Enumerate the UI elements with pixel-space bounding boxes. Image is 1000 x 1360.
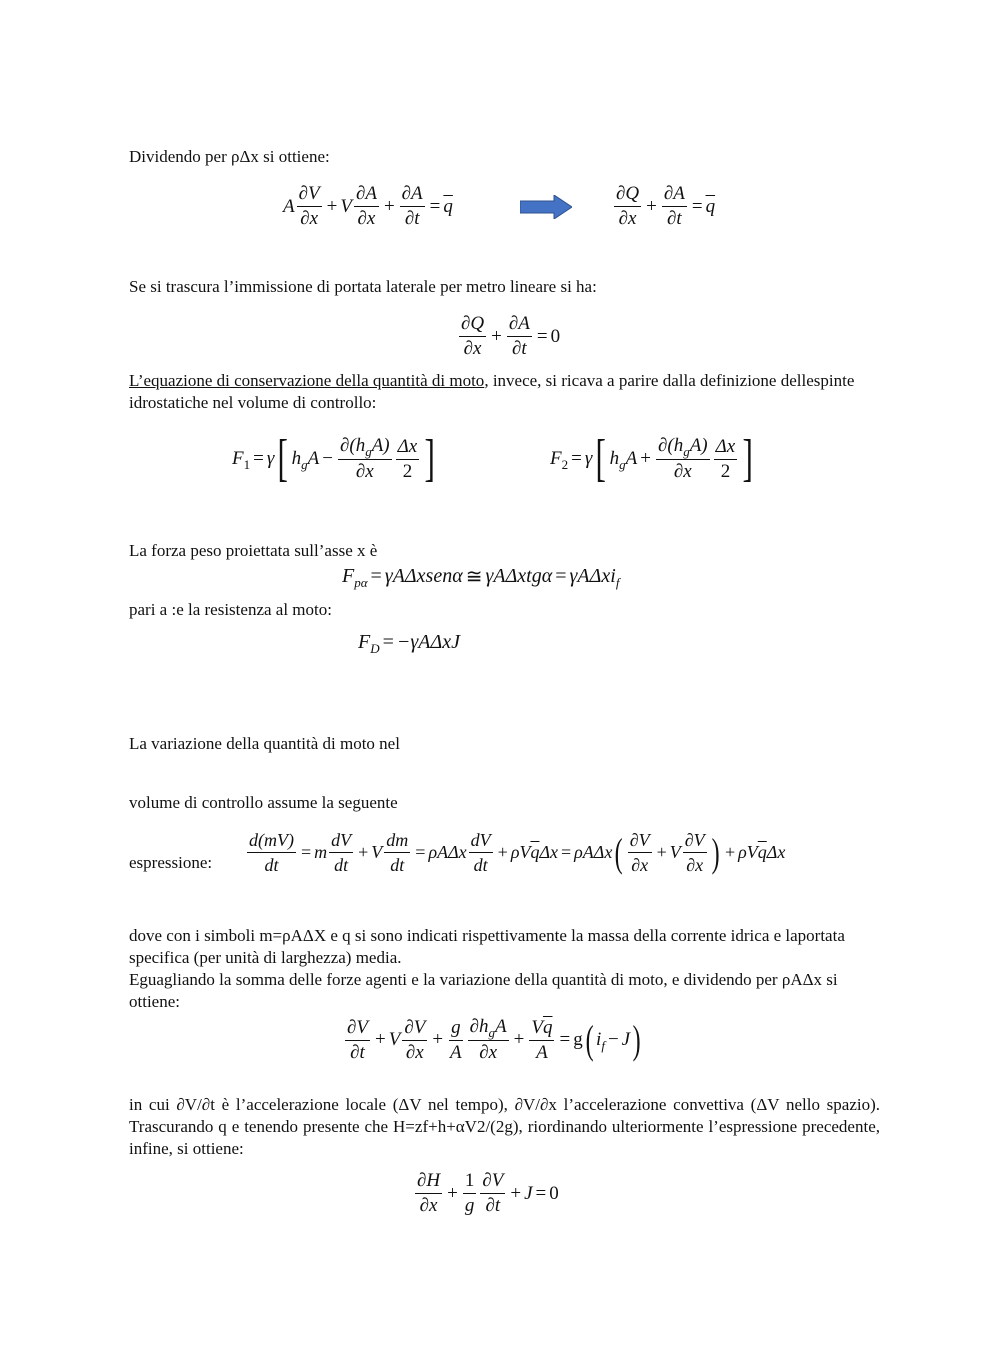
paragraph-resistance: pari a :e la resistenza al moto: xyxy=(129,600,332,619)
right-arrow-icon xyxy=(520,195,572,219)
continuity-equation-discharge: $\frac{\partial Q}{\partial x}$ + $\frac{\partial A}{\partial t}$ = $\overline{q}$ xyxy=(616,183,716,229)
continuity-equation-full: A $\frac{\partial V}{\partial x}$ + V $\frac{\partial A}{\partial x}$ + $\frac{\partial A}{\partial t}$ = $\overline{q}$ xyxy=(283,183,453,229)
paragraph-expression: espressione: xyxy=(129,853,213,872)
paragraph-momentum-variation: La variazione della quantità di moto nel xyxy=(129,734,400,753)
momentum-variation-equation: $\frac{d(mV)}{dt}$ = m $\frac{dV}{dt}$ + V $\frac{dm}{dt}$ = ρAΔx $\frac{dV}{dt}$ + $\rho V\overline{q}\Delta x$ = ρAΔx ( $\frac{\partial V}{\partial x}$ + V $\frac{\partial V}{\partial x}$ ) + $\rho V\overline{q}\Delta x$ xyxy=(249,829,786,875)
paragraph-equating-forces: Eguagliando la somma delle forze agenti e la variazione della quantità di moto, e dividendo per ρAΔx si ottiene: xyxy=(129,970,838,1011)
paragraph-control-volume: volume di controllo assume la seguente xyxy=(129,793,398,812)
momentum-equation: $\frac{\partial V}{\partial t}$ + V $\frac{\partial V}{\partial x}$ + $\frac{g}{A}$ $\frac{\partial h_gA}{\partial x}$ + $\frac{V\overline{q}}{A}$ = g ( $i_f$ − J ) xyxy=(347,1016,641,1063)
force-f1-equation: $F_1$ = γ [ $h_gA$ − $\frac{\partial(h_gA)}{\partial x}$ $\frac{\Delta x}{2}$ ] xyxy=(232,430,436,487)
paragraph-weight-force: La forza peso proiettata sull’asse x è xyxy=(129,541,378,560)
paragraph-lateral-inflow: Se si trascura l’immissione di portata laterale per metro lineare si ha: xyxy=(129,277,597,296)
momentum-equation-link: L’equazione di conservazione della quantità di moto xyxy=(129,371,485,390)
paragraph-accelerations: in cui ∂V/∂t è l’accelerazione locale (ΔV nel tempo), ∂V/∂x l’accelerazione convettiva (ΔV nello spazio). Trascurando q e tenendo presente che H=zf+h+αV2/(2g), riordinando ulteriormente l’espressione precedente, infine, si ottiene: xyxy=(129,1095,880,1158)
paragraph-momentum-intro: L’equazione di conservazione della quantità di moto, invece, si ricava a parire dalla definizione dellespinte idrostatiche nel volume di controllo: xyxy=(129,371,855,412)
final-energy-equation: $\frac{\partial H}{\partial x}$ + $\frac{1}{g}$ $\frac{\partial V}{\partial t}$ + J = 0 xyxy=(417,1170,559,1216)
paragraph-divide: Dividendo per ρΔx si ottiene: xyxy=(129,147,330,166)
resistance-equation: $F_D$ = −γAΔxJ xyxy=(358,631,460,656)
continuity-equation-no-inflow: $\frac{\partial Q}{\partial x}$ + $\frac{\partial A}{\partial t}$ = 0 xyxy=(461,313,561,359)
paragraph-symbols: dove con i simboli m=ρAΔX e q si sono indicati rispettivamente la massa della corrente idrica e laportata specifica (per unità di larghezza) media. xyxy=(129,926,845,967)
force-f2-equation: $F_2$ = γ [ $h_gA$ + $\frac{\partial(h_gA)}{\partial x}$ $\frac{\Delta x}{2}$ ] xyxy=(550,430,754,487)
weight-force-equation: $F_{p\alpha}$ = γAΔxsenα ≅ γAΔxtgα = γAΔxi$_f$ xyxy=(342,565,620,590)
